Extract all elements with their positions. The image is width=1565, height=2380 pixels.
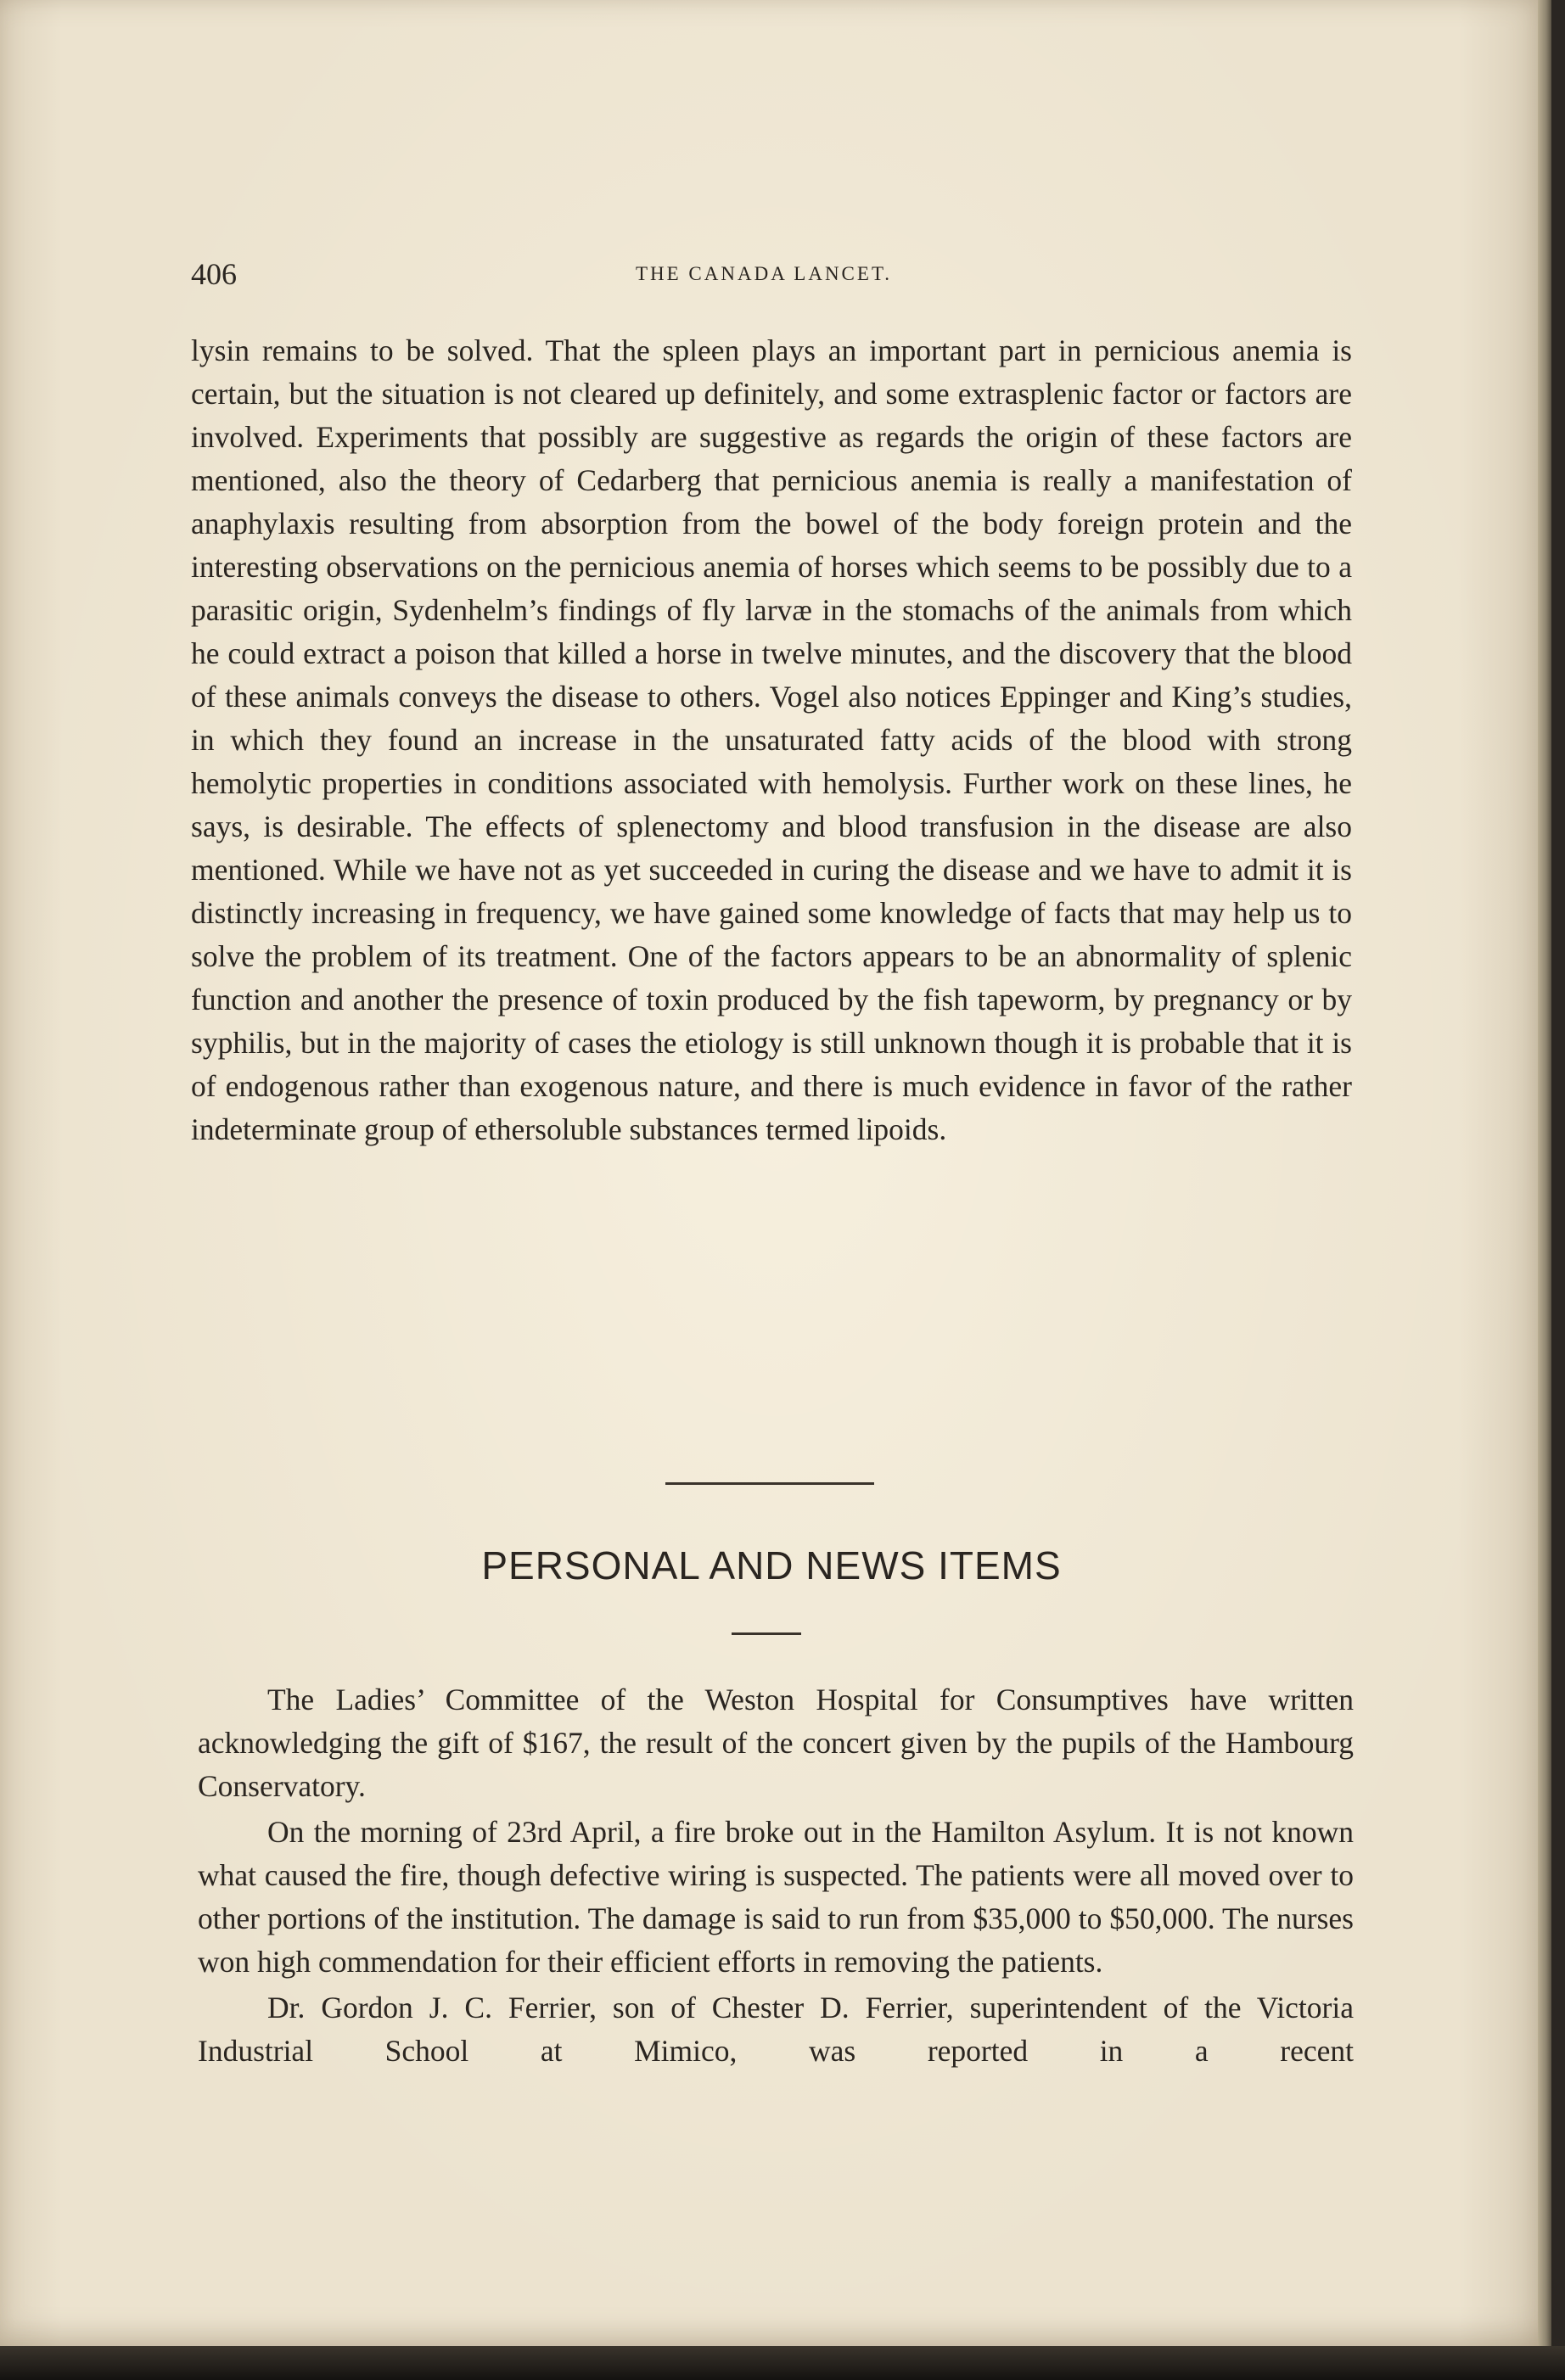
news-items [198, 1678, 1354, 2075]
news-paragraph: Dr. Gordon J. C. Ferrier, son of Chester D. Ferrier, superintendent of the Victoria Industrial School at Mimico, was reported in a recent [198, 1991, 1354, 2068]
article-continuation: lysin remains to be solved. That the spleen plays an important part in pernicious anemia is certain, but the situation is not cleared up definitely, and some extrasplenic factor or factors are involved. Experiments that possibly are suggestive as regards the origin of these factors are mentioned, also the theory of Cedarberg that pernicious anemia is really a manifestation of anaphylaxis resulting from absorption from the bowel of the body foreign protein and the interesting observations on the pernicious anemia of horses which seems to be possibly due to a parasitic origin, Sydenhelm’s findings of fly larvæ in the stomachs of the animals from which he could extract a poison that killed a horse in twelve minutes, and the discovery that the blood of these animals conveys the disease to others. Vogel also notices Eppinger and King’s studies, in which they found an increase in the unsaturated fatty acids of the blood with strong hemolytic properties in conditions associated with hemolysis. Further work on these lines, he says, is desirable. The effects of splenectomy and blood transfusion in the disease are also mentioned. While we have not as yet succeeded in curing the disease and we have to admit it is distinctly increasing in frequency, we have gained some knowledge of facts that may help us to solve the problem of its treatment. One of the factors appears to be an abnormality of splenic function and another the presence of toxin produced by the fish tapeworm, by pregnancy or by syphilis, but in the majority of cases the etiology is still unknown though it is probable that it is of endogenous rather than exogenous nature, and there is much evidence in favor of the rather indeterminate group of ethersoluble substances termed lipoids. [191, 333, 1352, 1146]
news-paragraph: The Ladies’ Committee of the Weston Hospital for Consumptives have written acknowledging the gift of $167, the result of the concert given by the pupils of the Hambourg Conservatory. [198, 1683, 1354, 1803]
page-header [191, 256, 1337, 294]
page-number: 406 [191, 257, 237, 291]
section-title: PERSONAL AND NEWS ITEMS [481, 1543, 1062, 1588]
title-underline [732, 1632, 801, 1635]
page-edge [1538, 0, 1551, 2349]
news-paragraph: On the morning of 23rd April, a fire broke out in the Hamilton Asylum. It is not known what caused the fire, though defective wiring is suspected. The patients were all moved over to other portions of the institution. The damage is said to run from $35,000 to $50,000. The nurses won high commendation for their efficient efforts in removing the patients. [198, 1815, 1354, 1979]
book-bottom-edge [0, 2346, 1565, 2380]
running-head: THE CANADA LANCET. [635, 263, 893, 284]
section-divider [665, 1482, 874, 1485]
